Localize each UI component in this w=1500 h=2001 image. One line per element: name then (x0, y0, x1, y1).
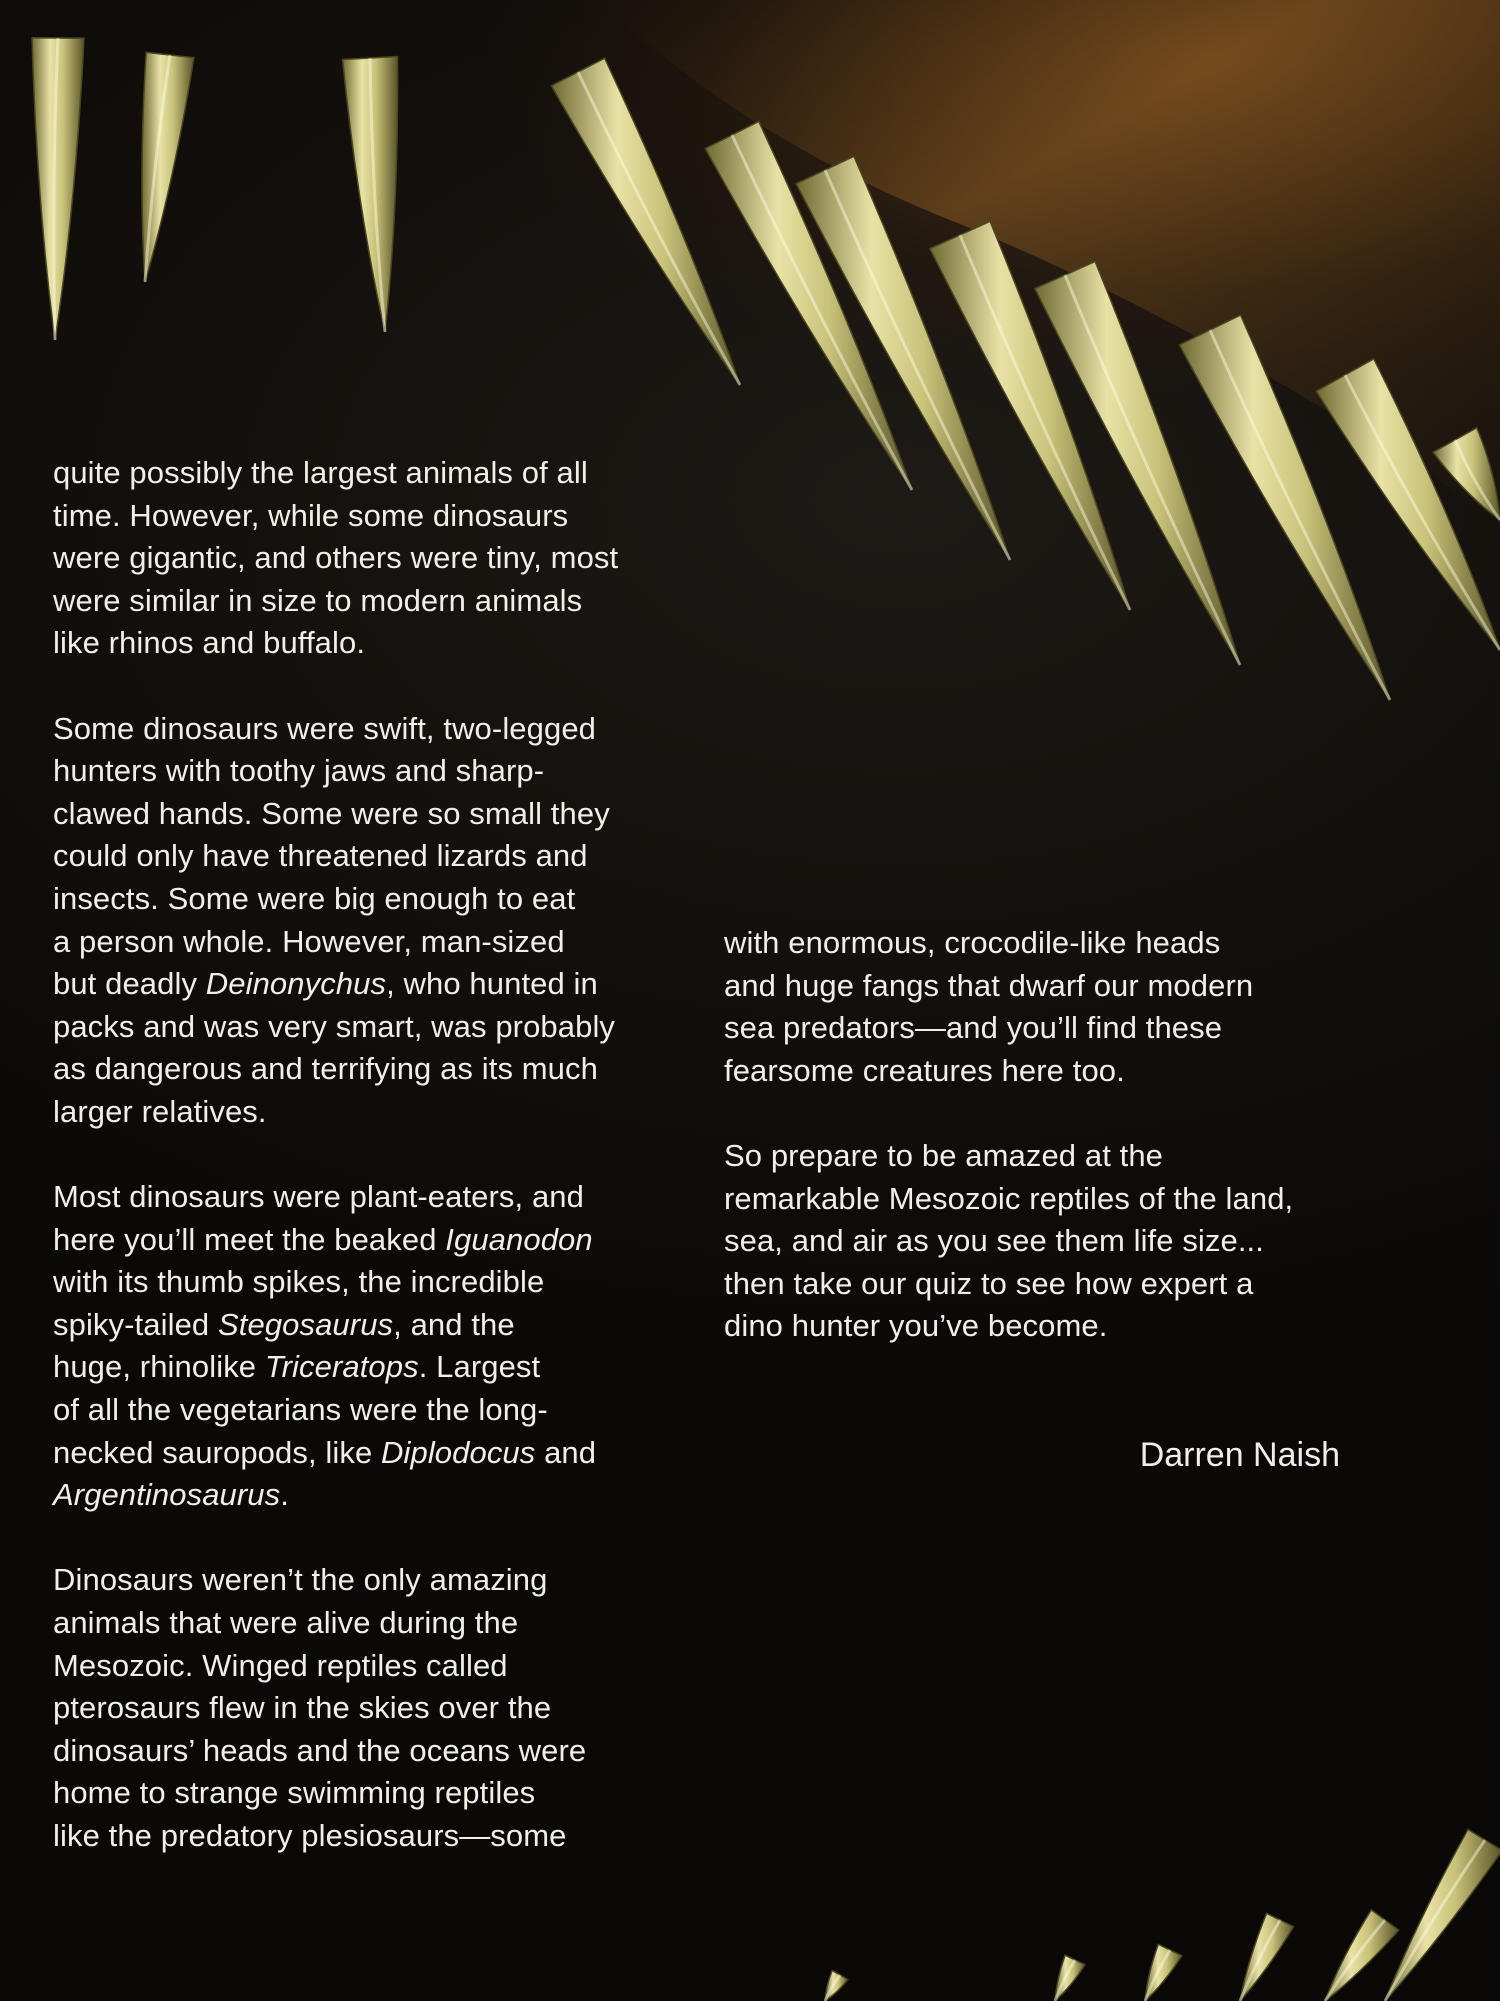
tooth-1 (32, 38, 84, 340)
left-paragraph-4: Dinosaurs weren’t the only amazing animals that were alive during the Mesozoic. Winged reptiles called pterosaurs flew in the skies over the dinosaurs’ heads and the oceans were home to strange swimming reptiles like the predatory plesiosaurs—some (53, 1562, 587, 1853)
author-signature: Darren Naish (1139, 1436, 1340, 1474)
left-paragraph-2: Some dinosaurs were swift, two-legged hunters with toothy jaws and sharp- clawed hands. Some were so small they could only have threatened lizards and insects. Some were big enough to eat a person whole. However, man-sized but deadly Deinonychus, who hunted in packs and was very smart, was probably as dangerous and terrifying as its much larger relatives. (53, 710, 616, 1129)
tooth-16 (1055, 1955, 1085, 2001)
left-column (53, 452, 693, 1900)
right-paragraph-1: with enormous, crocodile-like heads and huge fangs that dwarf our modern sea predators—and you’ll find these fearsome creatures here too. (724, 925, 1254, 1088)
right-paragraph-2: So prepare to be amazed at the remarkable Mesozoic reptiles of the land, sea, and air as you see them life size... then take our quiz to see how expert a dino hunter you’ve become. (724, 1137, 1294, 1344)
left-paragraph-3: Most dinosaurs were plant-eaters, and here you’ll meet the beaked Iguanodon with its thumb spikes, the incredible spiky-tailed Stegosaurus, and the huge, rhinolike Triceratops. Largest of all the vegetarians were the long- necked sauropods, like Diplodocus and Argentinosaurus. (53, 1179, 597, 1513)
right-column (724, 922, 1364, 1391)
tooth-14 (1240, 1913, 1293, 2001)
tooth-13 (1325, 1910, 1399, 2001)
tooth-2 (142, 52, 194, 282)
tooth-12 (1385, 1829, 1500, 2001)
tooth-15 (1145, 1944, 1182, 2001)
left-paragraph-1: quite possibly the largest animals of all time. However, while some dinosaurs were gigantic, and others were tiny, most were similar in size to modern animals like rhinos and buffalo. (53, 455, 619, 661)
